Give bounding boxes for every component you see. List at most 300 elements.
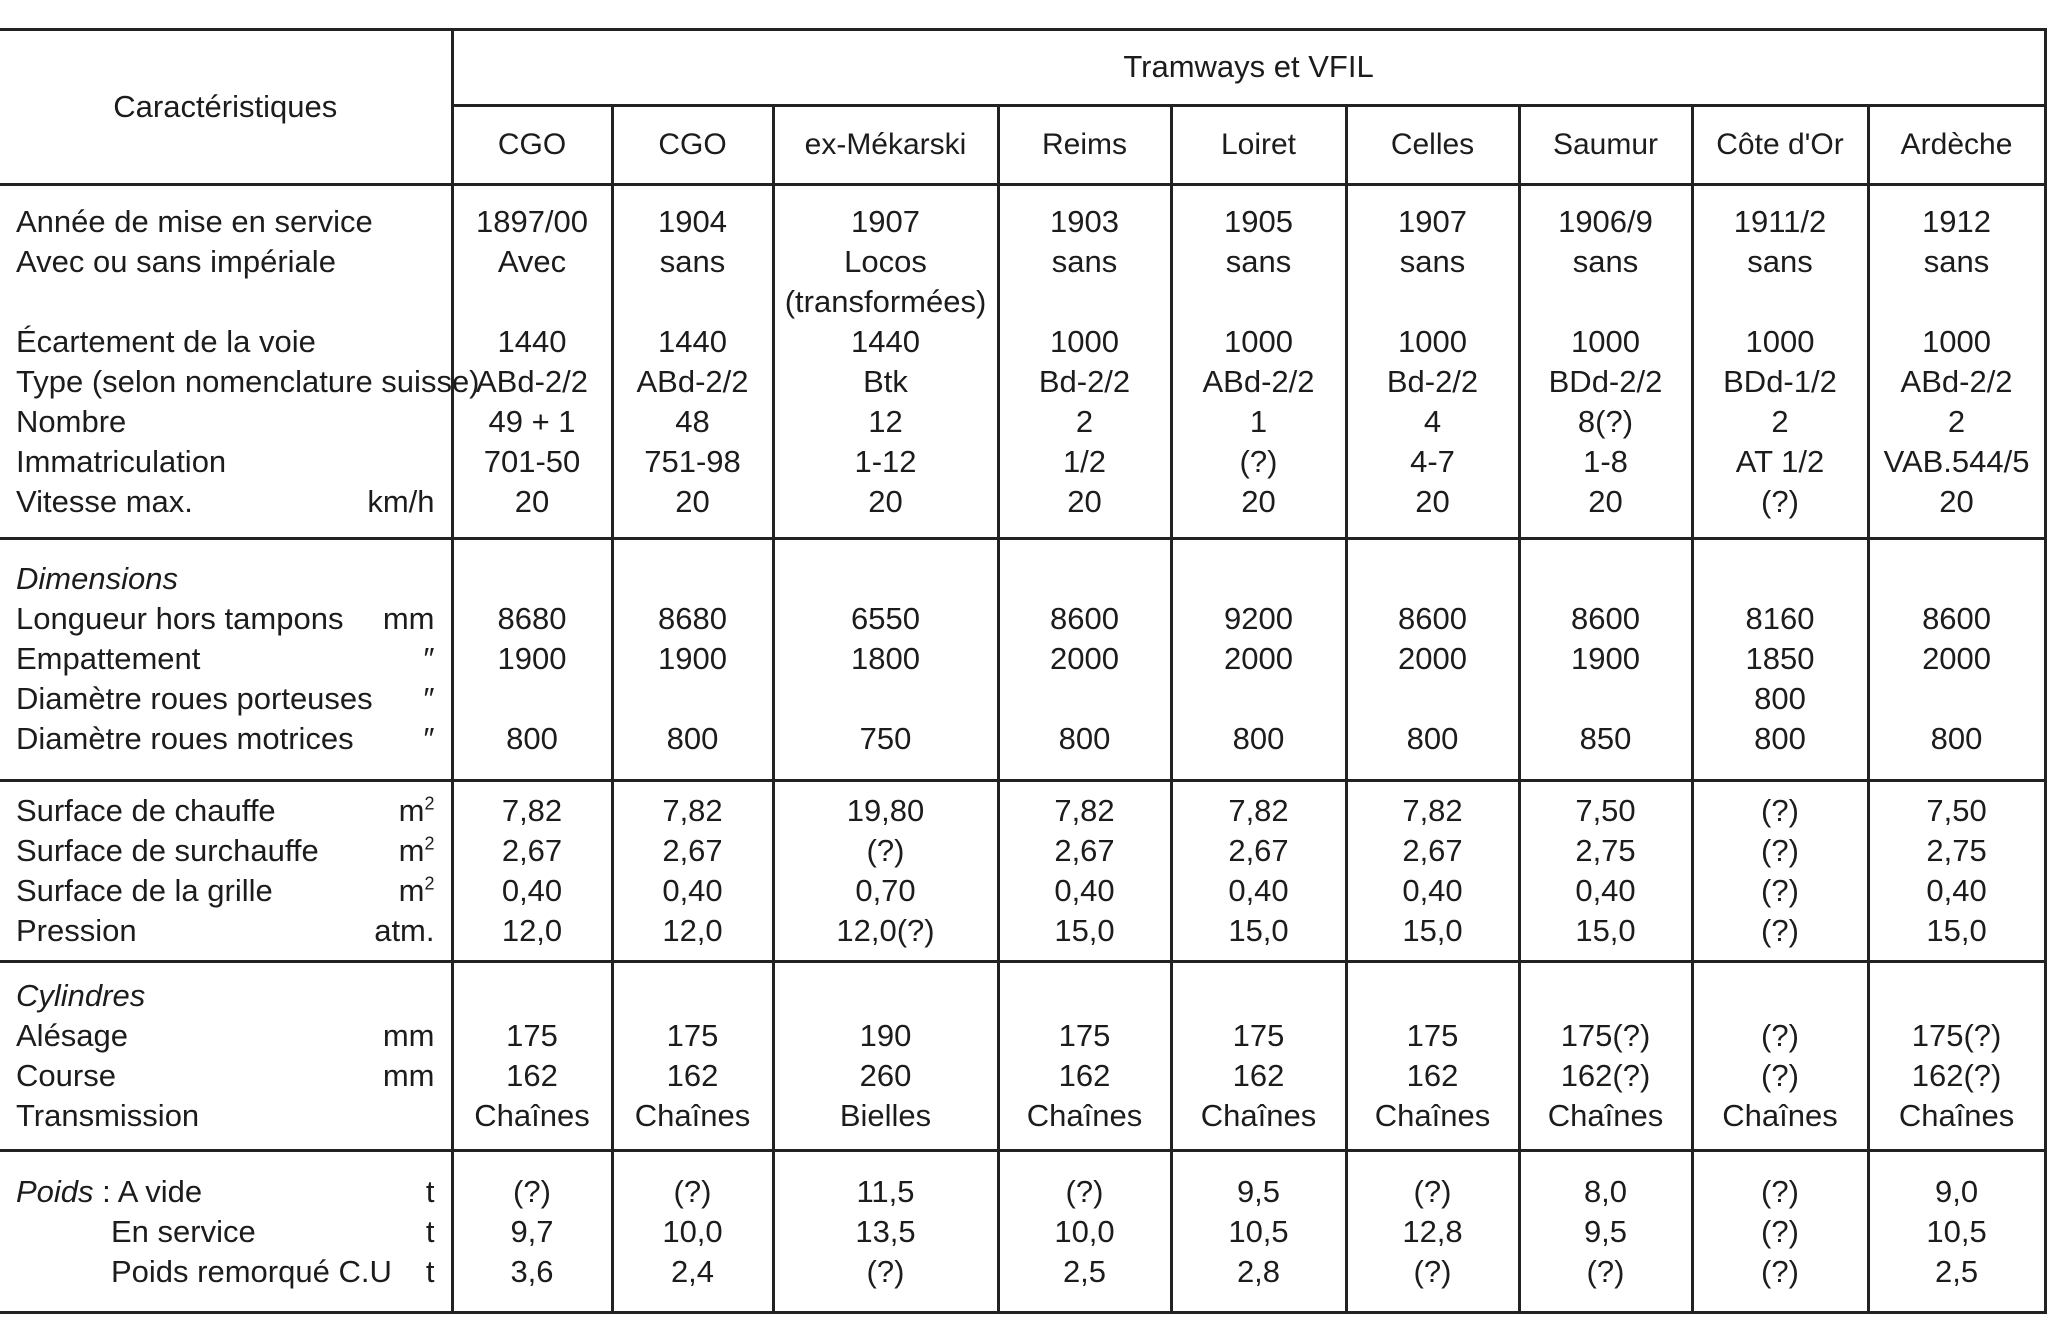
characteristic-label bbox=[16, 791, 435, 831]
value-cell: (?) bbox=[1065, 1173, 1104, 1209]
spacer bbox=[775, 559, 997, 599]
group-header-row bbox=[0, 30, 2045, 106]
value-cell: 162 bbox=[666, 1058, 719, 1094]
characteristic-label bbox=[16, 599, 435, 639]
value-cell: (?) bbox=[1761, 1018, 1799, 1054]
spacer bbox=[1173, 559, 1345, 599]
value-cell: 1911/2 bbox=[1733, 203, 1827, 239]
value-cell: 260 bbox=[859, 1058, 912, 1094]
unit-label: atm. bbox=[374, 912, 435, 948]
boiler-values bbox=[612, 781, 773, 962]
value-cell: 175(?) bbox=[1560, 1018, 1651, 1054]
value-cell: 1000 bbox=[1571, 323, 1640, 359]
spacer bbox=[1694, 559, 1867, 599]
unit-label: t bbox=[425, 1213, 435, 1249]
value-cell: 1897/00 bbox=[475, 203, 589, 239]
value-cell: 10,5 bbox=[1228, 1213, 1289, 1249]
operator-header: Ardèche bbox=[1868, 105, 2045, 185]
value-cell: 7,50 bbox=[1575, 792, 1636, 828]
tramway-spec-table bbox=[0, 28, 2047, 1314]
characteristic-text: Année de mise en service bbox=[16, 203, 373, 239]
spacer bbox=[614, 976, 772, 1016]
value-cell: 20 bbox=[1415, 483, 1450, 519]
value-cell: 2,5 bbox=[1934, 1253, 1979, 1289]
value-cell: Btk bbox=[863, 363, 908, 399]
value-cell: 1907 bbox=[1398, 203, 1467, 239]
value-cell: 20 bbox=[1067, 483, 1102, 519]
characteristic-label bbox=[16, 242, 435, 282]
characteristic-text: Diamètre roues motrices bbox=[16, 721, 354, 757]
spacer bbox=[1521, 976, 1691, 1016]
value-cell: 1800 bbox=[851, 641, 920, 677]
value-cell: 800 bbox=[1930, 721, 1983, 757]
value-cell: 2,67 bbox=[1402, 832, 1463, 868]
value-cell: 2 bbox=[1075, 403, 1094, 439]
value-cell: (?) bbox=[1761, 872, 1799, 908]
characteristics-header: Caractéristiques bbox=[0, 30, 452, 185]
value-cell: 0,40 bbox=[1054, 872, 1115, 908]
dimensions-labels bbox=[0, 538, 452, 780]
operator-header: CGO bbox=[452, 105, 612, 185]
characteristic-label bbox=[16, 322, 435, 362]
unit-label: m bbox=[398, 792, 425, 828]
characteristic-name bbox=[16, 831, 319, 871]
value-cell: 15,0 bbox=[1575, 912, 1636, 948]
value-cell: 10,0 bbox=[1054, 1213, 1115, 1249]
value-cell: ABd-2/2 bbox=[475, 363, 588, 399]
value-cell: sans bbox=[1051, 243, 1118, 279]
boiler-values bbox=[998, 781, 1171, 962]
spacer bbox=[775, 976, 997, 1016]
cylinders-values bbox=[1346, 961, 1519, 1151]
unit-label: t bbox=[425, 1173, 435, 1209]
unit-label bbox=[399, 871, 435, 911]
weight-section bbox=[0, 1151, 2045, 1313]
dimensions-values bbox=[1519, 538, 1692, 780]
operator-header: Loiret bbox=[1171, 105, 1346, 185]
value-cell: 1905 bbox=[1224, 203, 1293, 239]
characteristic-text: Nombre bbox=[16, 403, 127, 439]
value-cell: 0,40 bbox=[662, 872, 723, 908]
value-cell bbox=[1000, 282, 1170, 322]
characteristic-text: Diamètre roues porteuses bbox=[16, 681, 373, 717]
value-cell: 11,5 bbox=[856, 1173, 915, 1209]
weight-values bbox=[1519, 1151, 1692, 1313]
dimensions-values bbox=[773, 538, 998, 780]
characteristic-text: Pression bbox=[16, 912, 137, 948]
value-cell: 800 bbox=[506, 721, 558, 757]
weight-title: Poids bbox=[16, 1173, 94, 1209]
value-cell: (?) bbox=[1761, 483, 1799, 519]
value-cell: ABd-2/2 bbox=[1900, 363, 2013, 399]
spacer bbox=[1870, 559, 2044, 599]
operator-header: CGO bbox=[612, 105, 773, 185]
value-cell: 20 bbox=[1588, 483, 1623, 519]
operator-header: Saumur bbox=[1519, 105, 1692, 185]
value-cell: 0,40 bbox=[1228, 872, 1289, 908]
general-values bbox=[773, 185, 998, 538]
value-cell: 7,82 bbox=[1054, 792, 1115, 828]
characteristic-name bbox=[16, 202, 373, 242]
value-cell: 162 bbox=[1406, 1058, 1459, 1094]
value-cell bbox=[1521, 679, 1691, 719]
cylinders-title: Cylindres bbox=[16, 978, 146, 1014]
boiler-labels bbox=[0, 781, 452, 962]
value-cell: 1900 bbox=[658, 641, 727, 677]
value-cell: 7,82 bbox=[501, 792, 563, 828]
characteristic-label bbox=[16, 639, 435, 679]
value-cell bbox=[1870, 679, 2044, 719]
value-cell: 10,0 bbox=[662, 1213, 723, 1249]
value-cell: 750 bbox=[859, 721, 912, 757]
spacer bbox=[1694, 976, 1867, 1016]
value-cell: 15,0 bbox=[1926, 912, 1987, 948]
unit-label: m bbox=[398, 832, 425, 868]
value-cell: 1/2 bbox=[1062, 443, 1107, 479]
value-cell: 2,67 bbox=[1054, 832, 1115, 868]
value-cell bbox=[1870, 282, 2044, 322]
characteristic-name bbox=[16, 442, 226, 482]
characteristic-label bbox=[16, 679, 435, 719]
value-cell: 162(?) bbox=[1560, 1058, 1651, 1094]
value-cell: 9,5 bbox=[1583, 1213, 1628, 1249]
dimensions-values bbox=[998, 538, 1171, 780]
value-cell: (?) bbox=[866, 1253, 905, 1289]
value-cell: 2,67 bbox=[1228, 832, 1289, 868]
value-cell: Bielles bbox=[839, 1098, 932, 1134]
group-header: Tramways et VFIL bbox=[452, 30, 2045, 106]
boiler-values bbox=[1346, 781, 1519, 962]
characteristic-name: Poids : A vide bbox=[16, 1173, 203, 1209]
weight-values bbox=[1171, 1151, 1346, 1313]
value-cell: 8160 bbox=[1745, 601, 1815, 637]
value-cell: (?) bbox=[1413, 1253, 1452, 1289]
value-cell: (?) bbox=[1239, 443, 1278, 479]
spacer bbox=[1870, 976, 2044, 1016]
characteristic-text: Poids remorqué C.U bbox=[111, 1253, 392, 1289]
characteristic-name bbox=[16, 599, 343, 639]
characteristic-text: Transmission bbox=[16, 1098, 200, 1134]
value-cell: 8600 bbox=[1922, 601, 1992, 637]
value-cell: AT 1/2 bbox=[1735, 443, 1825, 479]
value-cell: 20 bbox=[675, 483, 710, 519]
general-values bbox=[1868, 185, 2045, 538]
unit-label: mm bbox=[382, 1058, 435, 1094]
value-cell: 6550 bbox=[851, 601, 920, 637]
value-cell: 20 bbox=[1939, 483, 1974, 519]
value-cell: (?) bbox=[673, 1173, 712, 1209]
spacer bbox=[614, 559, 772, 599]
cylinders-section bbox=[0, 961, 2045, 1151]
value-cell: 162 bbox=[506, 1058, 558, 1094]
general-labels bbox=[0, 185, 480, 538]
value-cell: 1000 bbox=[1398, 323, 1467, 359]
value-cell: 13,5 bbox=[855, 1213, 916, 1249]
value-cell bbox=[614, 679, 772, 719]
value-cell: Chaînes bbox=[1374, 1098, 1491, 1134]
value-cell: Chaînes bbox=[1898, 1098, 2015, 1134]
value-cell: Locos bbox=[844, 243, 927, 279]
dimensions-values bbox=[1692, 538, 1868, 780]
operator-header: Côte d'Or bbox=[1692, 105, 1868, 185]
value-cell: sans bbox=[1572, 243, 1639, 279]
value-cell: 12 bbox=[868, 403, 903, 439]
dimensions-title: Dimensions bbox=[16, 561, 178, 597]
cylinders-values bbox=[773, 961, 998, 1151]
value-cell: 850 bbox=[1579, 721, 1632, 757]
characteristic-label bbox=[16, 362, 480, 402]
value-cell: 1440 bbox=[851, 323, 920, 359]
value-cell bbox=[1173, 679, 1345, 719]
value-cell: 7,82 bbox=[1228, 792, 1289, 828]
value-cell: 8680 bbox=[658, 601, 727, 637]
value-cell: 800 bbox=[666, 721, 719, 757]
characteristic-text: Surface de surchauffe bbox=[16, 832, 319, 868]
cylinders-values bbox=[452, 961, 612, 1151]
value-cell: 20 bbox=[1241, 483, 1276, 519]
value-cell: Chaînes bbox=[1722, 1098, 1838, 1134]
unit-label bbox=[399, 791, 435, 831]
value-cell: ABd-2/2 bbox=[1202, 363, 1315, 399]
value-cell: (?) bbox=[1761, 1213, 1799, 1249]
value-cell: 1 bbox=[1249, 403, 1268, 439]
value-cell: 9,7 bbox=[510, 1213, 554, 1249]
characteristic-label bbox=[16, 719, 435, 759]
dimensions-values bbox=[1868, 538, 2045, 780]
characteristic-label bbox=[16, 1016, 435, 1056]
value-cell: 1-12 bbox=[854, 443, 917, 479]
characteristic-name bbox=[16, 1096, 199, 1136]
characteristic-label bbox=[16, 1056, 435, 1096]
characteristic-label bbox=[16, 1212, 435, 1252]
weight-labels bbox=[0, 1151, 452, 1313]
value-cell: 1900 bbox=[497, 641, 567, 677]
cylinders-values bbox=[1868, 961, 2045, 1151]
value-cell: 175 bbox=[1232, 1018, 1285, 1054]
characteristic-text: Surface de la grille bbox=[16, 872, 273, 908]
value-cell: 162(?) bbox=[1911, 1058, 2002, 1094]
value-cell: 8600 bbox=[1571, 601, 1640, 637]
value-cell bbox=[454, 282, 611, 322]
operator-header: ex-Mékarski bbox=[773, 105, 998, 185]
dimensions-values bbox=[1171, 538, 1346, 780]
value-cell: 49 + 1 bbox=[488, 403, 576, 439]
value-cell: (?) bbox=[1761, 1253, 1799, 1289]
dimensions-values bbox=[452, 538, 612, 780]
unit-exponent: 2 bbox=[424, 873, 435, 894]
characteristic-name bbox=[16, 1056, 116, 1096]
value-cell: 800 bbox=[1754, 721, 1806, 757]
value-cell: 2,5 bbox=[1062, 1253, 1107, 1289]
value-cell: 7,82 bbox=[1402, 792, 1463, 828]
value-cell: 0,40 bbox=[1575, 872, 1636, 908]
dimensions-values bbox=[612, 538, 773, 780]
characteristic-name bbox=[16, 1252, 392, 1292]
boiler-values bbox=[1692, 781, 1868, 962]
value-cell: 2000 bbox=[1224, 641, 1293, 677]
value-cell: sans bbox=[1399, 243, 1466, 279]
weight-values bbox=[1692, 1151, 1868, 1313]
unit-label: ″ bbox=[423, 681, 435, 717]
value-cell: (?) bbox=[1586, 1253, 1625, 1289]
general-section bbox=[0, 185, 2045, 538]
spacer bbox=[16, 282, 435, 322]
spacer bbox=[1348, 976, 1518, 1016]
characteristic-name bbox=[16, 402, 126, 442]
characteristic-label bbox=[16, 482, 435, 522]
value-cell: 9200 bbox=[1224, 601, 1293, 637]
characteristic-text: Longueur hors tampons bbox=[16, 601, 344, 637]
weight-values bbox=[452, 1151, 612, 1313]
value-cell: 190 bbox=[859, 1018, 912, 1054]
cylinders-labels bbox=[0, 961, 452, 1151]
value-cell: (?) bbox=[1761, 1058, 1799, 1094]
weight-values bbox=[612, 1151, 773, 1313]
value-cell: 1907 bbox=[851, 203, 920, 239]
cylinders-values bbox=[1692, 961, 1868, 1151]
value-cell: 800 bbox=[1406, 721, 1459, 757]
value-cell: 12,0 bbox=[501, 912, 563, 948]
value-cell: 1440 bbox=[658, 323, 727, 359]
value-cell: sans bbox=[1225, 243, 1292, 279]
boiler-values bbox=[773, 781, 998, 962]
general-values bbox=[1519, 185, 1692, 538]
value-cell: 162 bbox=[1058, 1058, 1111, 1094]
value-cell: 15,0 bbox=[1228, 912, 1289, 948]
value-cell: 15,0 bbox=[1402, 912, 1463, 948]
value-cell: 701-50 bbox=[483, 443, 581, 479]
value-cell: (?) bbox=[1413, 1173, 1452, 1209]
boiler-values bbox=[1171, 781, 1346, 962]
characteristic-text: Type (selon nomenclature suisse) bbox=[16, 363, 480, 399]
value-cell: 8(?) bbox=[1577, 403, 1634, 439]
characteristic-name bbox=[16, 1016, 128, 1056]
value-cell: sans bbox=[1747, 243, 1813, 279]
value-cell: 7,50 bbox=[1926, 792, 1987, 828]
value-cell: 175 bbox=[506, 1018, 558, 1054]
unit-label bbox=[399, 831, 435, 871]
value-cell: 1000 bbox=[1922, 323, 1992, 359]
characteristic-name bbox=[16, 791, 276, 831]
spacer bbox=[1173, 976, 1345, 1016]
value-cell: sans bbox=[1923, 243, 1990, 279]
value-cell: 10,5 bbox=[1926, 1213, 1987, 1249]
value-cell: 0,40 bbox=[501, 872, 563, 908]
value-cell: 7,82 bbox=[662, 792, 723, 828]
weight-values bbox=[1346, 1151, 1519, 1313]
value-cell: 9,5 bbox=[1236, 1173, 1281, 1209]
dimensions-values bbox=[1346, 538, 1519, 780]
characteristic-text: Vitesse max. bbox=[16, 483, 193, 519]
value-cell: 15,0 bbox=[1054, 912, 1115, 948]
value-cell: 1903 bbox=[1050, 203, 1119, 239]
general-values bbox=[612, 185, 773, 538]
characteristic-name bbox=[16, 482, 193, 522]
value-cell: 1850 bbox=[1745, 641, 1815, 677]
value-cell: 2,75 bbox=[1575, 832, 1636, 868]
value-cell: 2,67 bbox=[662, 832, 723, 868]
value-cell: 1-8 bbox=[1583, 443, 1628, 479]
value-cell: 175 bbox=[666, 1018, 719, 1054]
spacer bbox=[454, 976, 611, 1016]
value-cell: Chaînes bbox=[474, 1098, 590, 1134]
value-cell: 1000 bbox=[1224, 323, 1293, 359]
characteristic-text: Alésage bbox=[16, 1018, 129, 1054]
weight-values bbox=[1868, 1151, 2045, 1313]
general-values bbox=[998, 185, 1171, 538]
value-cell bbox=[1521, 282, 1691, 322]
value-cell: 20 bbox=[514, 483, 550, 519]
spacer bbox=[1348, 559, 1518, 599]
value-cell: 12,0 bbox=[662, 912, 723, 948]
value-cell: (?) bbox=[866, 832, 905, 868]
characteristic-text: Course bbox=[16, 1058, 116, 1094]
value-cell: Chaînes bbox=[1200, 1098, 1317, 1134]
characteristic-name bbox=[16, 322, 316, 362]
characteristic-text: Écartement de la voie bbox=[16, 323, 316, 359]
value-cell: 175 bbox=[1058, 1018, 1111, 1054]
operator-header: Reims bbox=[998, 105, 1171, 185]
value-cell bbox=[1173, 282, 1345, 322]
value-cell: (?) bbox=[1761, 912, 1799, 948]
boiler-values bbox=[1868, 781, 2045, 962]
unit-label: t bbox=[425, 1253, 435, 1289]
value-cell: 19,80 bbox=[846, 792, 925, 828]
characteristic-label bbox=[16, 1172, 435, 1212]
general-values bbox=[1692, 185, 1868, 538]
characteristic-label bbox=[16, 911, 435, 951]
value-cell: Bd-2/2 bbox=[1038, 363, 1131, 399]
value-cell: VAB.544/5 bbox=[1883, 443, 2030, 479]
value-cell bbox=[1348, 679, 1518, 719]
value-cell: 800 bbox=[1232, 721, 1285, 757]
value-cell: 162 bbox=[1232, 1058, 1285, 1094]
value-cell: (?) bbox=[1761, 1173, 1799, 1209]
characteristic-name bbox=[16, 362, 480, 402]
value-cell bbox=[775, 679, 997, 719]
characteristic-name bbox=[16, 871, 273, 911]
value-cell: 800 bbox=[1754, 681, 1806, 717]
value-cell: 1000 bbox=[1745, 323, 1815, 359]
value-cell: 48 bbox=[675, 403, 710, 439]
value-cell: 0,40 bbox=[1926, 872, 1987, 908]
value-cell: 2 bbox=[1947, 403, 1966, 439]
value-cell bbox=[454, 679, 611, 719]
value-cell: 1000 bbox=[1050, 323, 1119, 359]
spacer bbox=[1521, 559, 1691, 599]
characteristic-text: Immatriculation bbox=[16, 443, 227, 479]
value-cell: 1906/9 bbox=[1558, 203, 1653, 239]
value-cell bbox=[614, 282, 772, 322]
spacer bbox=[454, 559, 611, 599]
value-cell: 1904 bbox=[658, 203, 727, 239]
value-cell: 3,6 bbox=[510, 1253, 554, 1289]
value-cell: Chaînes bbox=[1026, 1098, 1143, 1134]
value-cell: (transformées) bbox=[784, 283, 987, 319]
value-cell: 2000 bbox=[1398, 641, 1467, 677]
characteristic-label bbox=[16, 871, 435, 911]
spacer bbox=[1000, 976, 1170, 1016]
dimensions-section bbox=[0, 538, 2045, 780]
boiler-section bbox=[0, 781, 2045, 962]
value-cell: Chaînes bbox=[1547, 1098, 1664, 1134]
unit-label: mm bbox=[382, 601, 435, 637]
spacer bbox=[1000, 559, 1170, 599]
value-cell: 8680 bbox=[497, 601, 567, 637]
boiler-values bbox=[1519, 781, 1692, 962]
value-cell: (?) bbox=[1761, 792, 1799, 828]
characteristic-label bbox=[16, 1096, 435, 1136]
